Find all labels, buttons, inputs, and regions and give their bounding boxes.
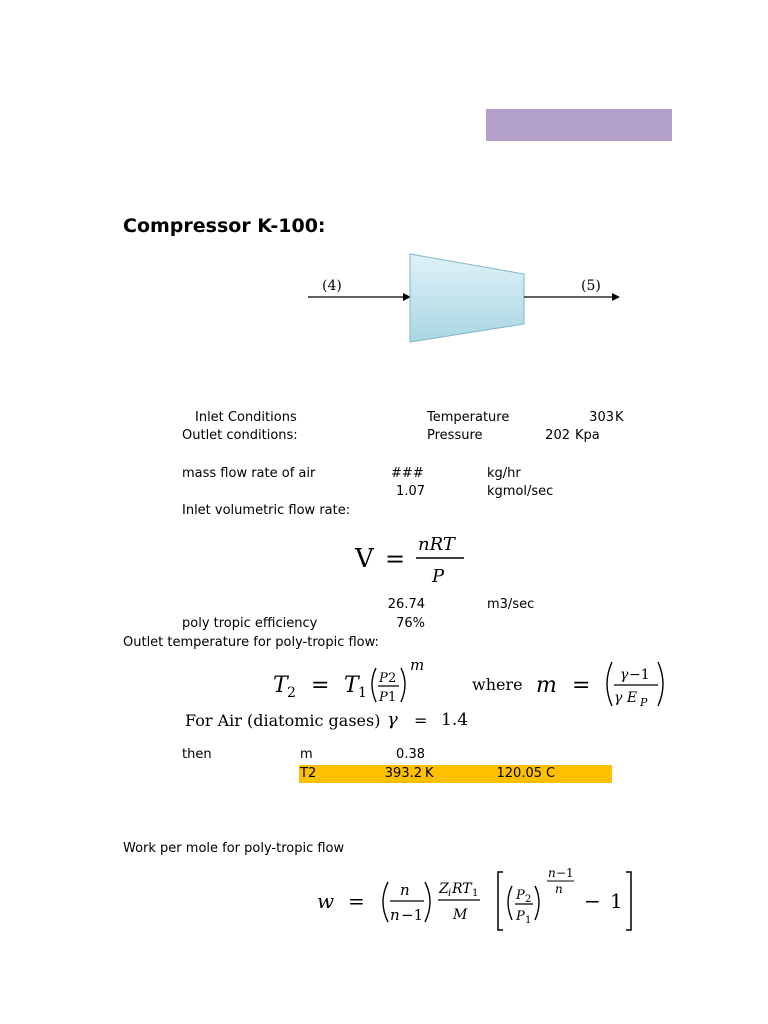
pressure-value: 202 bbox=[545, 428, 570, 443]
svg-text:1: 1 bbox=[358, 685, 367, 701]
compressor-body bbox=[410, 254, 524, 342]
svg-text:=: = bbox=[311, 673, 330, 698]
outlet-arrow-head bbox=[612, 293, 620, 301]
diatomic-gas-label: For Air (diatomic gases) bbox=[185, 711, 381, 730]
then-label: then bbox=[182, 747, 212, 762]
outlet-conditions-label: Outlet conditions: bbox=[182, 428, 298, 443]
svg-text:2: 2 bbox=[287, 685, 296, 701]
svg-text:n: n bbox=[548, 866, 556, 880]
svg-text:2: 2 bbox=[525, 894, 532, 905]
svg-text:M: M bbox=[453, 907, 468, 923]
volumetric-flow-label: Inlet volumetric flow rate: bbox=[182, 503, 351, 518]
svg-text:=: = bbox=[385, 545, 406, 573]
svg-text:w: w bbox=[317, 889, 335, 913]
polytropic-temperature-equation bbox=[268, 652, 678, 710]
svg-text:γ E: γ E bbox=[614, 690, 638, 706]
svg-text:P: P bbox=[379, 671, 388, 686]
svg-text:P: P bbox=[516, 888, 525, 903]
mass-flow-unit-kgmol: kgmol/sec bbox=[487, 484, 554, 499]
m-label: m bbox=[300, 747, 313, 762]
mass-flow-label: mass flow rate of air bbox=[182, 466, 316, 481]
svg-text:=: = bbox=[348, 889, 365, 913]
t2-label: T2 bbox=[300, 766, 317, 781]
efficiency-value: 76% bbox=[396, 616, 425, 631]
volumetric-flow-unit: m3/sec bbox=[487, 597, 535, 612]
temperature-label: Temperature bbox=[427, 410, 510, 425]
svg-text:−: − bbox=[584, 889, 601, 913]
svg-text:γ: γ bbox=[620, 667, 629, 683]
gamma-equals: = bbox=[414, 711, 428, 730]
t2-kelvin-value: 393.2 bbox=[384, 766, 422, 781]
t2-celsius-value: 120.05 bbox=[496, 766, 542, 781]
m-value: 0.38 bbox=[396, 747, 425, 762]
gamma-symbol: γ bbox=[387, 709, 398, 730]
svg-text:n: n bbox=[400, 881, 410, 899]
svg-text:V: V bbox=[355, 544, 374, 574]
svg-text:−1: −1 bbox=[401, 906, 424, 924]
svg-text:m: m bbox=[536, 673, 557, 698]
pressure-label: Pressure bbox=[427, 428, 483, 443]
svg-text:i: i bbox=[448, 888, 452, 899]
svg-text:nRT: nRT bbox=[418, 534, 455, 555]
t2-celsius-unit: C bbox=[546, 766, 556, 781]
inlet-conditions-label: Inlet Conditions bbox=[195, 411, 297, 424]
svg-text:1: 1 bbox=[525, 915, 532, 926]
polytropic-work-equation bbox=[312, 862, 642, 938]
inlet-stream-label: (4) bbox=[322, 278, 342, 294]
ideal-gas-equation bbox=[350, 530, 480, 590]
gamma-value: 1.4 bbox=[441, 710, 469, 730]
compressor-diagram bbox=[300, 248, 630, 348]
outlet-stream-label: (5) bbox=[581, 278, 601, 294]
svg-text:P: P bbox=[516, 909, 525, 924]
outlet-temperature-label: Outlet temperature for poly-tropic flow: bbox=[123, 635, 379, 650]
svg-text:n: n bbox=[555, 882, 563, 896]
svg-text:P: P bbox=[640, 696, 648, 709]
svg-text:−1: −1 bbox=[556, 866, 574, 880]
svg-text:n: n bbox=[390, 906, 400, 924]
mass-flow-value-kg: ### bbox=[391, 466, 424, 481]
volumetric-flow-value: 26.74 bbox=[387, 597, 425, 612]
svg-text:RT: RT bbox=[452, 881, 472, 897]
t2-kelvin-unit: K bbox=[425, 766, 434, 781]
svg-text:1: 1 bbox=[610, 889, 623, 913]
t2-result-row bbox=[299, 765, 612, 783]
work-per-mole-label: Work per mole for poly-tropic flow bbox=[123, 841, 345, 856]
pressure-unit: Kpa bbox=[575, 428, 600, 443]
efficiency-label: poly tropic efficiency bbox=[182, 616, 318, 631]
svg-text:−1: −1 bbox=[629, 667, 650, 683]
svg-text:m: m bbox=[410, 656, 425, 674]
header-color-bar bbox=[486, 109, 672, 141]
svg-text:P: P bbox=[379, 690, 388, 705]
svg-text:T: T bbox=[273, 673, 288, 698]
temperature-value: 303 bbox=[589, 410, 614, 425]
svg-text:Z: Z bbox=[439, 881, 449, 897]
svg-text:2: 2 bbox=[388, 671, 397, 686]
svg-text:where: where bbox=[472, 675, 523, 694]
svg-text:1: 1 bbox=[388, 690, 397, 705]
svg-text:T: T bbox=[344, 673, 359, 698]
page-title: Compressor K-100: bbox=[123, 215, 326, 237]
temperature-unit: K bbox=[615, 410, 624, 425]
svg-text:1: 1 bbox=[472, 888, 479, 899]
mass-flow-value-kgmol: 1.07 bbox=[396, 484, 425, 499]
svg-text:=: = bbox=[572, 673, 591, 698]
svg-text:P: P bbox=[432, 566, 445, 587]
mass-flow-unit-kg: kg/hr bbox=[487, 466, 521, 481]
